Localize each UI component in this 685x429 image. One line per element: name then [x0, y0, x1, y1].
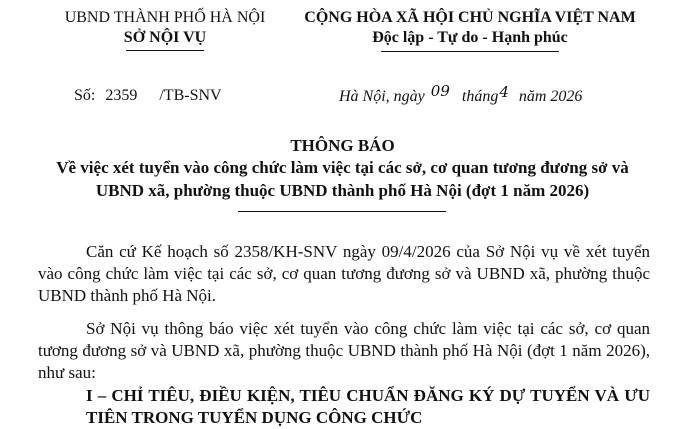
national-title: CỘNG HÒA XÃ HỘI CHỦ NGHĨA VIỆT NAM — [304, 9, 636, 26]
issuing-authority-parent: UBND THÀNH PHỐ HÀ NỘI — [64, 9, 266, 26]
document-number — [74, 86, 222, 106]
place-and-date — [339, 82, 583, 107]
body-paragraph-2: Sở Nội vụ thông báo việc xét tuyển vào công chức làm việc tại các sở, cơ quan tương đương sở và UBND xã, phường thuộc UBND thành phố Hà Nội (đợt 1 năm 2026), như sau: — [38, 319, 650, 382]
motto-underline — [381, 51, 559, 52]
place-date-prefix: Hà Nội, ngày — [339, 88, 425, 105]
document-number-suffix: /TB-SNV — [159, 87, 222, 104]
document-number-label: Số: — [74, 87, 96, 104]
document-subject-line-1: Về việc xét tuyển vào công chức làm việc tại các sở, cơ quan tương đương sở và — [56, 158, 629, 177]
date-month-label: tháng — [461, 88, 499, 105]
title-underline — [238, 211, 446, 212]
date-day: 09 — [430, 82, 450, 100]
document-heading: THÔNG BÁO — [290, 136, 395, 155]
issuing-authority-name: SỞ NỘI VỤ — [123, 29, 207, 46]
national-motto: Độc lập - Tự do - Hạnh phúc — [372, 29, 568, 46]
agency-underline — [126, 50, 204, 51]
body-paragraph-1: Căn cứ Kế hoạch số 2358/KH-SNV ngày 09/4/2026 của Sở Nội vụ về xét tuyển vào công chức làm việc tại các sở, cơ quan tương đương sở và UBND xã, phường thuộc UBND thành phố Hà Nội. — [38, 242, 650, 305]
document-number-value: 2359 — [105, 87, 138, 104]
section-1-heading: I – CHỈ TIÊU, ĐIỀU KIỆN, TIÊU CHUẨN ĐĂNG KÝ DỰ TUYỂN VÀ ƯU TIÊN TRONG TUYỂN DỤNG CÔNG CHỨC — [86, 386, 650, 427]
date-year: năm 2026 — [518, 88, 583, 105]
document-subject-line-2: UBND xã, phường thuộc UBND thành phố Hà Nội (đợt 1 năm 2026) — [95, 181, 590, 200]
date-month: 4 — [499, 83, 509, 101]
